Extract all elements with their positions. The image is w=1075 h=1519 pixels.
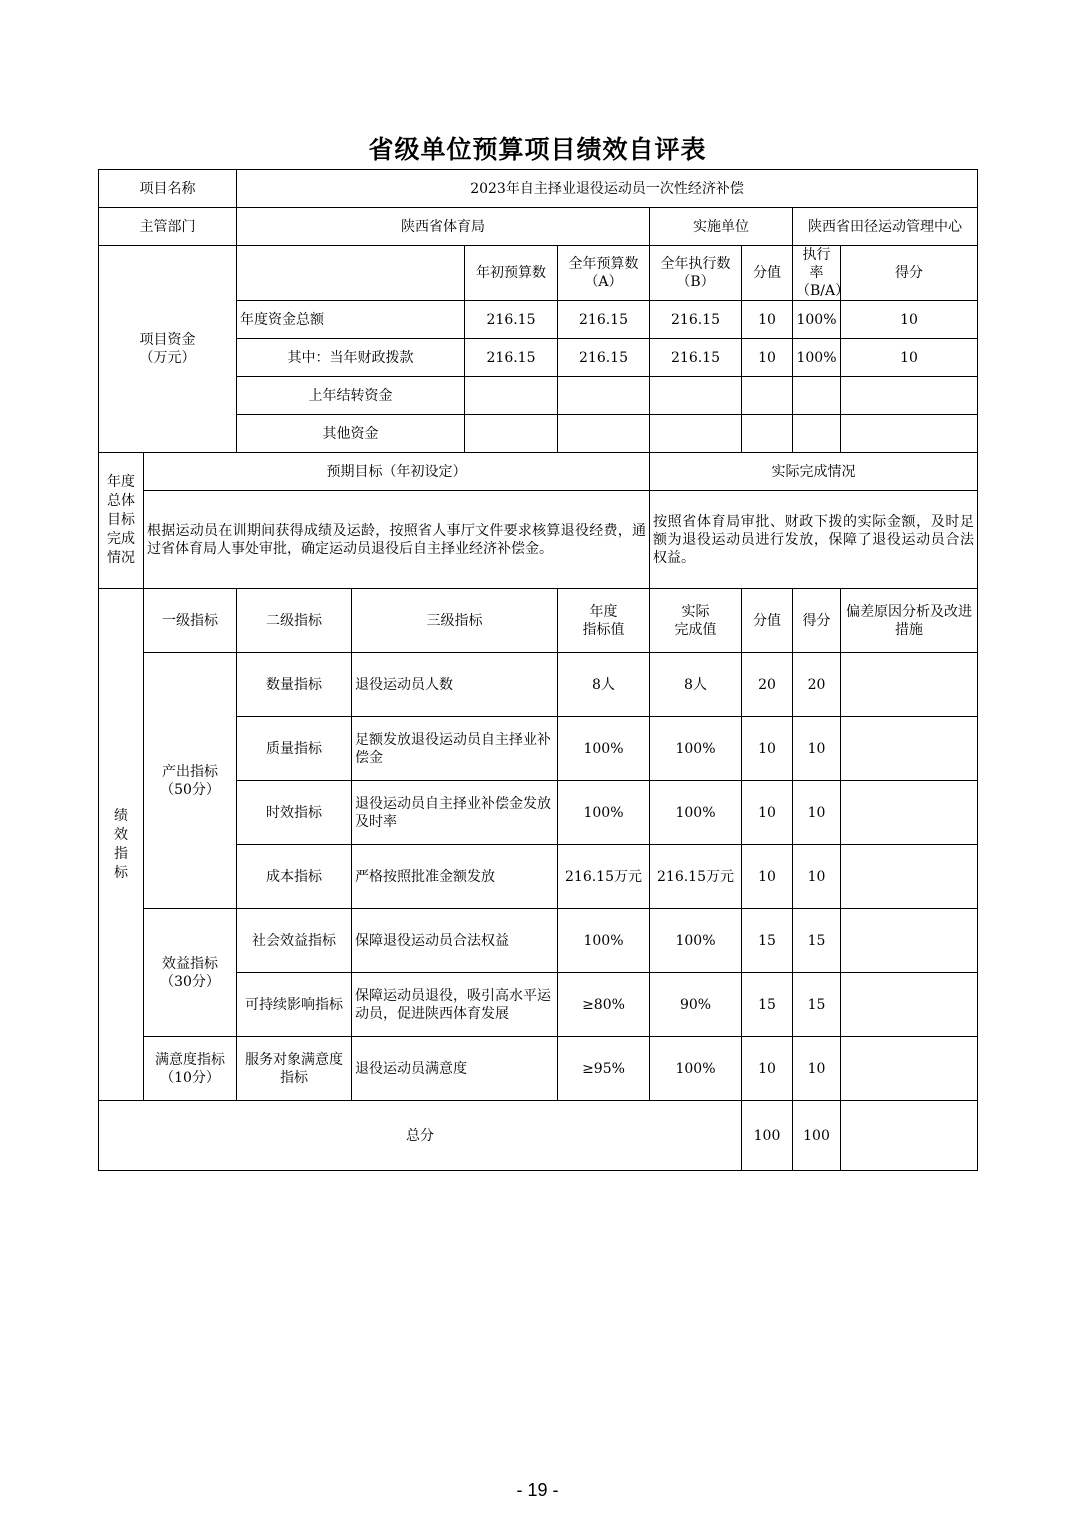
perf-label-char: 指 (114, 845, 128, 862)
perf-row (99, 653, 978, 717)
implementing-unit-label: 实施单位 (650, 208, 793, 246)
project-name-label: 项目名称 (99, 170, 237, 208)
perf-row-level2: 可持续影响指标 (237, 973, 352, 1037)
perf-row-score: 10 (793, 1037, 841, 1101)
funds-header-blank (237, 246, 465, 301)
perf-row (99, 1037, 978, 1101)
funds-header-exec-line2: （B） (676, 274, 715, 290)
perf-header-target-line2: 指标值 (582, 621, 625, 638)
perf-row-score-value: 15 (742, 973, 793, 1037)
goals-label-char: 目标 (107, 512, 135, 528)
goals-label-char: 情况 (107, 550, 135, 566)
perf-label-char: 标 (114, 864, 128, 881)
perf-row-score-value: 10 (742, 717, 793, 781)
funds-label-line1: 项目资金 (139, 332, 196, 348)
funds-row-label: 年度资金总额 (237, 301, 465, 339)
funds-header-annual-line2: （A） (584, 274, 623, 290)
goals-header-row (99, 453, 978, 491)
perf-row-level3: 严格按照批准金额发放 (352, 845, 558, 909)
perf-row-level3: 足额发放退役运动员自主择业补偿金 (352, 717, 558, 781)
funds-row-rate: 100% (793, 301, 841, 339)
goals-label (99, 453, 144, 589)
perf-group-points: （30分） (160, 973, 220, 990)
perf-row-score: 15 (793, 973, 841, 1037)
perf-row-analysis (841, 653, 978, 717)
perf-row-actual: 100% (650, 1037, 742, 1101)
perf-row-target: 100% (558, 909, 650, 973)
perf-row-actual: 8人 (650, 653, 742, 717)
perf-row-target: ≥80% (558, 973, 650, 1037)
funds-row-exec (650, 415, 742, 453)
funds-row-exec: 216.15 (650, 301, 742, 339)
perf-header-actual (650, 589, 742, 653)
perf-header-score: 得分 (793, 589, 841, 653)
goals-label-char: 完成 (107, 531, 135, 547)
perf-row-actual: 100% (650, 781, 742, 845)
perf-row-actual: 216.15万元 (650, 845, 742, 909)
perf-row-score: 10 (793, 717, 841, 781)
perf-header-target-line1: 年度 (589, 603, 618, 620)
funds-row-initial (465, 415, 558, 453)
perf-row-actual: 90% (650, 973, 742, 1037)
perf-row-analysis (841, 909, 978, 973)
funds-header-rate-line1: 执行率 (802, 247, 831, 281)
expected-goal-header: 预期目标（年初设定） (144, 453, 650, 491)
perf-row-score-value: 20 (742, 653, 793, 717)
perf-row-level2: 数量指标 (237, 653, 352, 717)
funds-row-score: 10 (841, 301, 978, 339)
funds-row-initial: 216.15 (465, 301, 558, 339)
project-name-value: 2023年自主择业退役运动员一次性经济补偿 (237, 170, 978, 208)
perf-row-score-value: 10 (742, 1037, 793, 1101)
funds-row-initial (465, 377, 558, 415)
perf-row-analysis (841, 845, 978, 909)
perf-row-level3: 退役运动员自主择业补偿金发放及时率 (352, 781, 558, 845)
perf-row-score: 10 (793, 781, 841, 845)
perf-header-level1: 一级指标 (144, 589, 237, 653)
total-row (99, 1101, 978, 1171)
perf-row-analysis (841, 973, 978, 1037)
perf-header-level2: 二级指标 (237, 589, 352, 653)
funds-label-line2: （万元） (139, 350, 196, 366)
funds-row-exec: 216.15 (650, 339, 742, 377)
perf-group-name: 产出指标 (162, 763, 218, 780)
funds-header-exec-line1: 全年执行数 (660, 256, 731, 272)
department-label: 主管部门 (99, 208, 237, 246)
perf-label-char: 绩 (114, 807, 128, 824)
perf-header-actual-line2: 完成值 (674, 621, 717, 638)
perf-row-score-value: 15 (742, 909, 793, 973)
perf-group-output (144, 653, 237, 909)
total-score: 100 (793, 1101, 841, 1171)
funds-header-row (99, 246, 978, 301)
perf-row-level3: 退役运动员人数 (352, 653, 558, 717)
implementing-unit-value: 陕西省田径运动管理中心 (793, 208, 978, 246)
perf-label (99, 589, 144, 1101)
actual-result-text: 按照省体育局审批、财政下拨的实际金额，及时足额为退役运动员进行发放，保障了退役运动员合法权益。 (650, 491, 978, 589)
perf-row-target: 216.15万元 (558, 845, 650, 909)
perf-group-points: （10分） (160, 1069, 220, 1086)
goals-content-row (99, 491, 978, 589)
funds-row-initial: 216.15 (465, 339, 558, 377)
perf-row-target: 100% (558, 717, 650, 781)
perf-row-level2: 时效指标 (237, 781, 352, 845)
funds-header-annual (558, 246, 650, 301)
funds-row-exec (650, 377, 742, 415)
perf-group-name: 满意度指标 (155, 1051, 225, 1068)
funds-header-initial: 年初预算数 (465, 246, 558, 301)
perf-row-score-value: 10 (742, 845, 793, 909)
perf-label-char: 效 (114, 826, 128, 843)
funds-header-score: 得分 (841, 246, 978, 301)
funds-row-rate (793, 377, 841, 415)
perf-row-actual: 100% (650, 909, 742, 973)
funds-row-label: 其他资金 (237, 415, 465, 453)
perf-row-level2: 服务对象满意度指标 (237, 1037, 352, 1101)
perf-row-level3: 退役运动员满意度 (352, 1037, 558, 1101)
funds-row-label: 其中：当年财政拨款 (237, 339, 465, 377)
funds-row-score-value: 10 (742, 339, 793, 377)
total-label: 总分 (99, 1101, 742, 1171)
funds-row-rate (793, 415, 841, 453)
perf-row-target: 100% (558, 781, 650, 845)
department-value: 陕西省体育局 (237, 208, 650, 246)
perf-row-level2: 社会效益指标 (237, 909, 352, 973)
funds-row-annual: 216.15 (558, 301, 650, 339)
perf-group-satisfaction (144, 1037, 237, 1101)
expected-goal-text: 根据运动员在训期间获得成绩及运龄，按照省人事厅文件要求核算退役经费，通过省体育局人事处审批，确定运动员退役后自主择业经济补偿金。 (144, 491, 650, 589)
funds-row-annual (558, 377, 650, 415)
perf-row-level3: 保障退役运动员合法权益 (352, 909, 558, 973)
perf-row-target: 8人 (558, 653, 650, 717)
perf-row-level2: 质量指标 (237, 717, 352, 781)
perf-row-score-value: 10 (742, 781, 793, 845)
perf-group-name: 效益指标 (162, 955, 218, 972)
funds-label (99, 246, 237, 453)
perf-header-analysis: 偏差原因分析及改进措施 (841, 589, 978, 653)
funds-row-score (841, 415, 978, 453)
funds-row-rate: 100% (793, 339, 841, 377)
perf-group-benefit (144, 909, 237, 1037)
perf-row-actual: 100% (650, 717, 742, 781)
funds-row-annual (558, 415, 650, 453)
funds-header-score-value: 分值 (742, 246, 793, 301)
perf-row-score: 15 (793, 909, 841, 973)
perf-header-row (99, 589, 978, 653)
funds-header-annual-line1: 全年预算数 (568, 256, 639, 272)
project-name-row (99, 170, 978, 208)
funds-row-score-value: 10 (742, 301, 793, 339)
document-title: 省级单位预算项目绩效自评表 (368, 135, 707, 164)
perf-row-analysis (841, 1037, 978, 1101)
perf-group-points: （50分） (160, 781, 220, 798)
funds-header-exec (650, 246, 742, 301)
funds-header-rate-line2: （B/A） (796, 283, 850, 299)
funds-row-label: 上年结转资金 (237, 377, 465, 415)
perf-row-analysis (841, 781, 978, 845)
perf-row-analysis (841, 717, 978, 781)
page-number: - 19 - (516, 1480, 559, 1500)
perf-row-level2: 成本指标 (237, 845, 352, 909)
goals-label-char: 年度 (107, 474, 135, 490)
funds-row-score-value (742, 377, 793, 415)
funds-row-annual: 216.15 (558, 339, 650, 377)
total-analysis (841, 1101, 978, 1171)
perf-row (99, 909, 978, 973)
goals-label-char: 总体 (107, 493, 135, 509)
perf-row-level3: 保障运动员退役，吸引高水平运动员，促进陕西体育发展 (352, 973, 558, 1037)
total-score-value: 100 (742, 1101, 793, 1171)
evaluation-table (98, 169, 978, 1171)
department-row (99, 208, 978, 246)
perf-row-score: 10 (793, 845, 841, 909)
funds-header-rate (793, 246, 850, 301)
perf-row-target: ≥95% (558, 1037, 650, 1101)
actual-result-header: 实际完成情况 (650, 453, 978, 491)
funds-row-score: 10 (841, 339, 978, 377)
perf-header-score-value: 分值 (742, 589, 793, 653)
perf-header-target (558, 589, 650, 653)
perf-header-level3: 三级指标 (352, 589, 558, 653)
perf-row-score: 20 (793, 653, 841, 717)
perf-header-actual-line1: 实际 (681, 603, 710, 620)
funds-row-score (841, 377, 978, 415)
funds-row-score-value (742, 415, 793, 453)
